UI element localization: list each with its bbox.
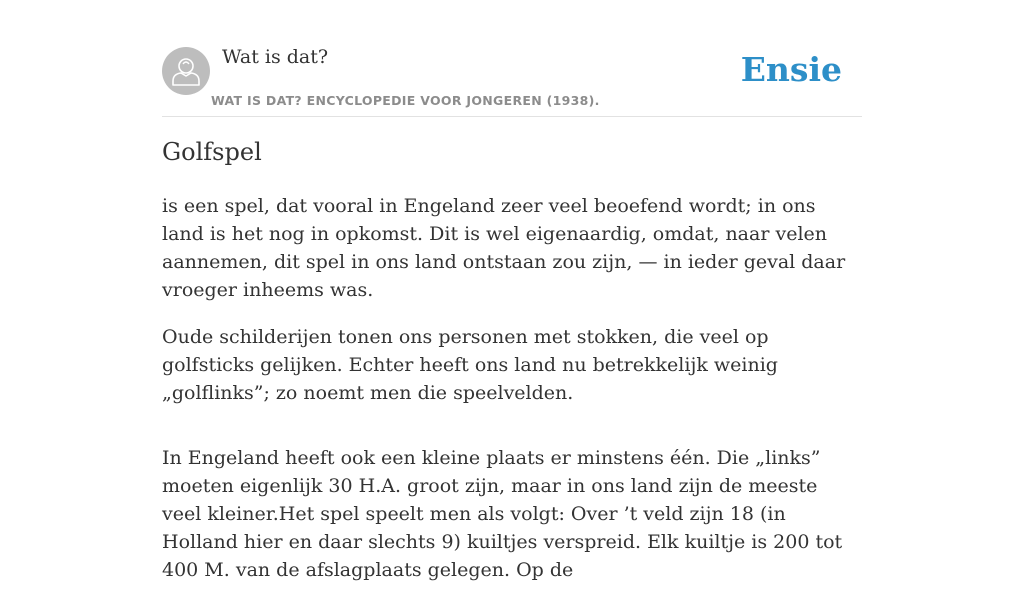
source-header xyxy=(162,0,862,117)
article-paragraph: Oude schilderijen tonen ons personen met stokken, die veel op golfsticks gelijken. Echter heeft ons land nu betrekkelijk weinig „golflinks”; zo noemt men die speelvelden. xyxy=(162,326,778,404)
article-paragraph: In Engeland heeft ook een kleine plaats er minstens één. Die „links” moeten eigenlijk 30 H.A. groot zijn, maar in ons land zijn de meeste veel kleiner.Het spel speelt men als volgt: Over ’t veld zijn 18 (in Holland hier en daar slechts 9) kuiltjes verspreid. Elk kuiltje is 200 tot 400 M. van de afslagplaats gelegen. Op de xyxy=(162,447,843,581)
source-subtitle[interactable]: WAT IS DAT? ENCYCLOPEDIE VOOR JONGEREN (1938). xyxy=(211,93,600,108)
article-title: Golfspel xyxy=(162,138,262,166)
article-body xyxy=(162,192,862,603)
ensie-logo[interactable]: Ensie xyxy=(740,50,842,89)
avatar[interactable] xyxy=(162,47,210,95)
source-title[interactable]: Wat is dat? xyxy=(222,46,329,68)
user-icon xyxy=(162,47,210,95)
page-container xyxy=(162,0,862,581)
article-paragraph: is een spel, dat vooral in Engeland zeer veel beoefend wordt; in ons land is het nog in opkomst. Dit is wel eigenaardig, omdat, naar velen aannemen, dit spel in ons land ontstaan zou zijn, — in ieder geval daar vroeger inheems was. xyxy=(162,195,846,301)
